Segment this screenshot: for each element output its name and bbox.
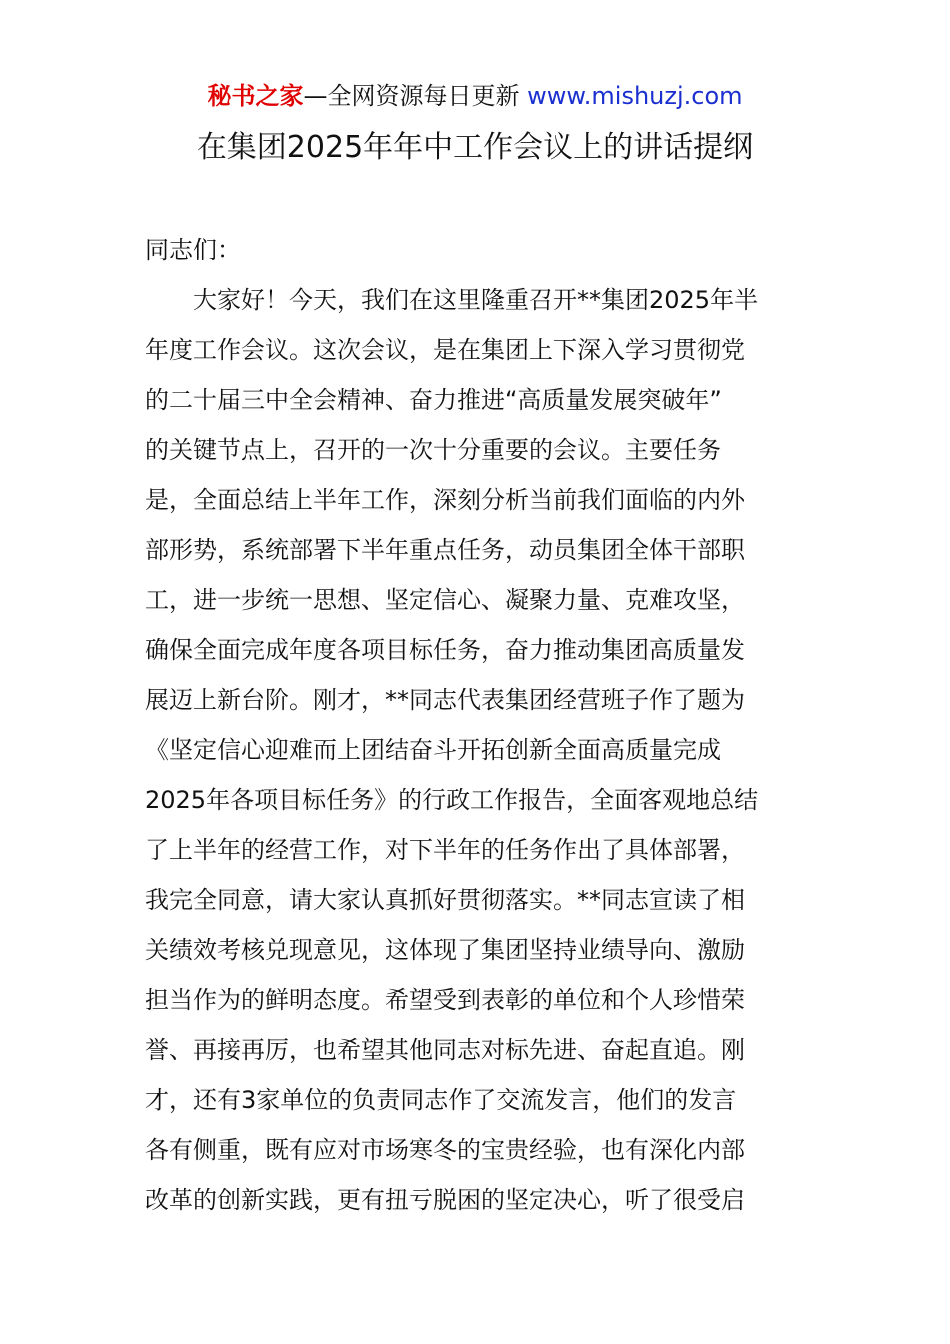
paragraph-line: 我完全同意，请大家认真抓好贯彻落实。**同志宣读了相 [145,886,745,914]
paragraph-line: 的二十届三中全会精神、奋力推进“高质量发展突破年” [145,386,722,414]
paragraph-line: 年度工作会议。这次会议，是在集团上下深入学习贯彻党 [145,336,745,364]
paragraph-line: 是，全面总结上半年工作，深刻分析当前我们面临的内外 [145,486,745,514]
paragraph-line: 各有侧重，既有应对市场寒冬的宝贵经验，也有深化内部 [145,1136,745,1164]
paragraph-line: 了上半年的经营工作，对下半年的任务作出了具体部署， [145,836,745,864]
paragraph-line: 部形势，系统部署下半年重点任务，动员集团全体干部职 [145,536,745,564]
paragraph-line: 《坚定信心迎难而上团结奋斗开拓创新全面高质量完成 [145,736,721,764]
paragraph-line: 改革的创新实践，更有扭亏脱困的坚定决心，听了很受启 [145,1186,745,1214]
paragraph-line: 展迈上新台阶。刚才，**同志代表集团经营班子作了题为 [145,686,745,714]
paragraph-line: 工，进一步统一思想、坚定信心、凝聚力量、克难攻坚， [145,586,745,614]
paragraph-line: 关绩效考核兑现意见，这体现了集团坚持业绩导向、激励 [145,936,745,964]
paragraph-line: 才，还有3家单位的负责同志作了交流发言，他们的发言 [145,1086,737,1114]
paragraph-line: 2025年各项目标任务》的行政工作报告，全面客观地总结 [145,786,759,814]
banner-tagline: —全网资源每日更新 [303,82,528,110]
paragraph-line: 大家好！今天，我们在这里隆重召开**集团2025年半 [193,286,759,314]
brand-name: 秘书之家 [207,82,304,110]
salutation: 同志们： [145,236,241,264]
paragraph-line: 担当作为的鲜明态度。希望受到表彰的单位和个人珍惜荣 [145,986,745,1014]
body-paragraph [145,275,815,1225]
paragraph-line: 确保全面完成年度各项目标任务，奋力推动集团高质量发 [145,636,745,664]
paragraph-line: 誉、再接再厉，也希望其他同志对标先进、奋起直追。刚 [145,1036,745,1064]
site-banner [0,80,950,112]
document-title: 在集团2025年年中工作会议上的讲话提纲 [196,130,754,165]
paragraph-line: 的关键节点上，召开的一次十分重要的会议。主要任务 [145,436,721,464]
site-url-link[interactable]: www.mishuzj.com [527,82,743,110]
